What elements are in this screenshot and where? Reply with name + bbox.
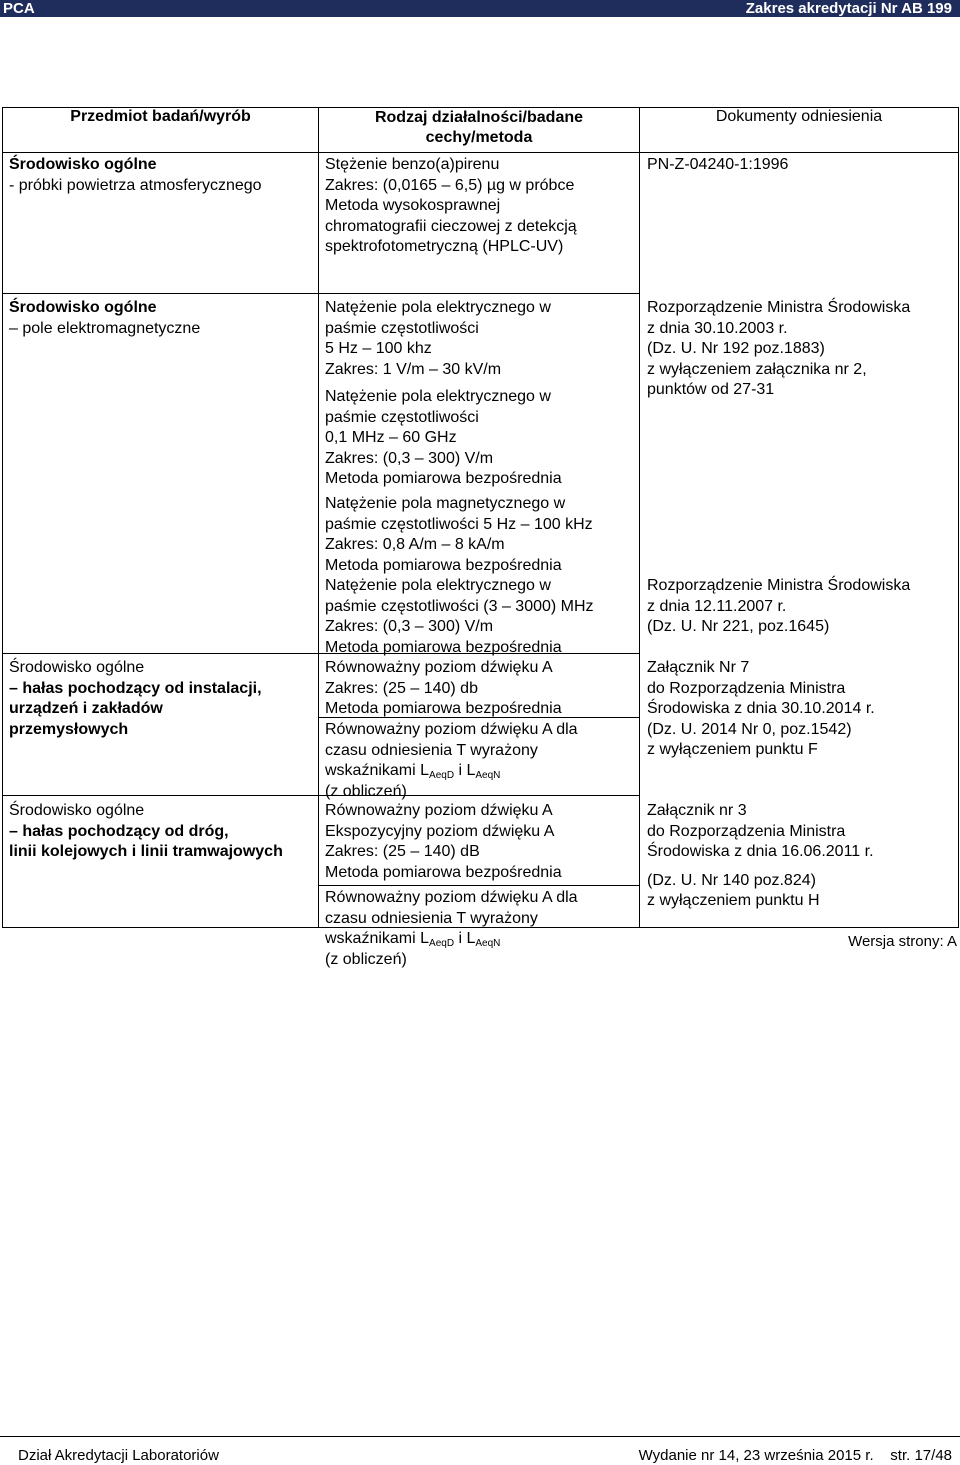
activity-line: Metoda pomiarowa bezpośrednia: [325, 556, 562, 574]
subject-air-l1: Środowisko ogólne: [9, 156, 157, 173]
activity-line: Zakres: (25 – 140) dB: [325, 843, 480, 860]
activity-line: Równoważny poziom dźwięku A: [325, 802, 553, 819]
activity-divider: [319, 653, 639, 654]
subject-em-l1: Środowisko ogólne: [9, 299, 157, 316]
subject-air: [9, 155, 262, 196]
header-right: Zakres akredytacji Nr AB 199: [745, 0, 952, 17]
subject-divider: [3, 293, 318, 294]
document-line: Załącznik nr 3: [647, 802, 747, 819]
activity-line: Natężenie pola elektrycznego w: [325, 299, 551, 316]
table-header-row: [3, 108, 959, 153]
activity-line: czasu odniesienia T wyrażony: [325, 741, 538, 759]
activity-sound-level-traffic: [325, 801, 562, 883]
activity-line: Metoda wysokosprawnej: [325, 197, 501, 214]
header-left: PCA: [3, 0, 35, 17]
header-documents: [640, 108, 959, 153]
activity-sound-level-industrial: [325, 658, 562, 720]
subject-traffic-l2: – hałas pochodzący od dróg,: [9, 822, 229, 840]
activity-line: paśmie częstotliwości: [325, 408, 479, 426]
subject-traffic-l1: Środowisko ogólne: [9, 802, 145, 819]
activity-line: Równoważny poziom dźwięku A dla: [325, 721, 578, 738]
activity-line: Równoważny poziom dźwięku A: [325, 659, 553, 676]
document-line: z wyłączeniem punktu H: [647, 892, 820, 909]
activity-text: i L: [454, 762, 476, 779]
page-header-bar: [0, 0, 960, 17]
activity-line: [325, 929, 578, 950]
activity-line: Zakres: 0,8 A/m – 8 kA/m: [325, 536, 505, 553]
document-line: Środowiska z dnia 16.06.2011 r.: [647, 843, 874, 860]
document-line: Środowiska z dnia 30.10.2014 r.: [647, 700, 875, 717]
activity-sound-indicators-traffic: [325, 888, 578, 970]
table-body-row: [3, 153, 959, 928]
document-regulation-2007: [647, 576, 910, 638]
activity-line: Metoda pomiarowa bezpośrednia: [325, 700, 562, 717]
activity-line: Równoważny poziom dźwięku A dla: [325, 889, 578, 906]
activity-line: spektrofotometryczną (HPLC-UV): [325, 238, 564, 255]
activity-line: Natężenie pola elektrycznego w: [325, 577, 551, 594]
activity-line: 5 Hz – 100 khz: [325, 340, 432, 357]
activity-magnetic-field: [325, 494, 593, 576]
subject-air-l2: - próbki powietrza atmosferycznego: [9, 176, 262, 194]
activity-electric-field-mhz: [325, 576, 594, 658]
document-line: Rozporządzenie Ministra Środowiska: [647, 299, 911, 316]
subject-industrial-l4: przemysłowych: [9, 720, 129, 738]
activity-line: chromatografii cieczowej z detekcją: [325, 217, 577, 235]
footer-left: Dział Akredytacji Laboratoriów: [18, 1447, 219, 1464]
page-footer: [0, 1436, 960, 1465]
document-line: PN-Z-04240-1:1996: [647, 156, 789, 173]
activity-text: wskaźnikami L: [325, 762, 430, 779]
document-annex-3: [647, 801, 874, 912]
header-activity-line1: Rodzaj działalności/badane: [374, 109, 584, 126]
document-line: (Dz. U. Nr 140 poz.824): [647, 871, 816, 889]
header-documents-label: Dokumenty odniesienia: [715, 108, 883, 125]
document-line: z dnia 12.11.2007 r.: [647, 597, 787, 615]
document-annex-7: [647, 658, 875, 761]
activity-line: Ekspozycyjny poziom dźwięku A: [325, 822, 555, 840]
activity-line: 0,1 MHz – 60 GHz: [325, 429, 457, 446]
document-line: (Dz. U. 2014 Nr 0, poz.1542): [647, 720, 852, 738]
activity-line: Metoda pomiarowa bezpośrednia: [325, 470, 562, 487]
activity-benzopyrene: [325, 155, 577, 258]
activity-line: Metoda pomiarowa bezpośrednia: [325, 863, 562, 881]
activity-line: paśmie częstotliwości (3 – 3000) MHz: [325, 597, 594, 615]
activity-line: Zakres: (0,3 – 300) V/m: [325, 618, 494, 635]
activity-line: Zakres: (25 – 140) db: [325, 679, 478, 697]
document-regulation-2003: [647, 298, 910, 401]
activity-divider: [319, 717, 639, 718]
activity-line: Natężenie pola elektrycznego w: [325, 388, 551, 405]
document-line: punktów od 27-31: [647, 381, 775, 398]
subject-industrial-l2: – hałas pochodzący od instalacji,: [9, 679, 262, 697]
activity-electric-field-low: [325, 298, 551, 380]
documents-column: [640, 153, 959, 928]
document-line: z wyłączeniem punktu F: [647, 741, 818, 758]
activity-subscript: AeqN: [475, 770, 501, 781]
document-line: Rozporządzenie Ministra Środowiska: [647, 577, 911, 594]
activity-line: Metoda pomiarowa bezpośrednia: [325, 638, 562, 656]
activity-line: Stężenie benzo(a)pirenu: [325, 156, 500, 173]
activity-line: [325, 761, 578, 782]
activity-subscript: AeqD: [429, 770, 455, 781]
activity-text: wskaźnikami L: [325, 930, 430, 947]
subject-traffic-noise: [9, 801, 283, 863]
subject-industrial-l3: urządzeń i zakładów: [9, 700, 163, 717]
header-subject: Przedmiot badań/wyrób: [3, 108, 319, 153]
activity-line: Zakres: (0,0165 – 6,5) µg w próbce: [325, 176, 575, 194]
document-line: Załącznik Nr 7: [647, 659, 750, 676]
document-pn: [647, 155, 788, 176]
subject-em-field: [9, 298, 200, 339]
document-line: z wyłączeniem załącznika nr 2,: [647, 360, 867, 378]
document-line: (Dz. U. Nr 192 poz.1883): [647, 340, 825, 357]
activity-line: Zakres: (0,3 – 300) V/m: [325, 449, 494, 467]
activity-line: paśmie częstotliwości 5 Hz – 100 kHz: [325, 515, 593, 533]
header-activity-line2: cechy/metoda: [425, 129, 533, 146]
document-line: (Dz. U. Nr 221, poz.1645): [647, 618, 830, 635]
document-line: do Rozporządzenia Ministra: [647, 822, 846, 840]
subject-traffic-l3: linii kolejowych i linii tramwajowych: [9, 843, 283, 860]
activity-divider: [319, 885, 639, 886]
activity-electric-field-high: [325, 387, 562, 490]
activity-divider: [319, 795, 639, 796]
page-version: Wersja strony: A: [848, 933, 957, 950]
subject-industrial-noise: [9, 658, 262, 740]
subject-em-l2: – pole elektromagnetyczne: [9, 319, 201, 337]
activity-column: [319, 153, 640, 968]
activity-text: i L: [454, 930, 476, 947]
document-line: z dnia 30.10.2003 r.: [647, 319, 788, 337]
activity-line: Natężenie pola magnetycznego w: [325, 495, 566, 512]
activity-sound-indicators-industrial: [325, 720, 578, 802]
activity-divider: [319, 293, 639, 294]
subject-column: [3, 153, 319, 928]
document-line: do Rozporządzenia Ministra: [647, 679, 846, 697]
activity-subscript: AeqD: [429, 938, 455, 949]
footer-right: Wydanie nr 14, 23 września 2015 r. str. 17/48: [638, 1447, 952, 1464]
subject-divider: [3, 653, 318, 654]
header-activity: [319, 108, 640, 153]
subject-industrial-l1: Środowisko ogólne: [9, 659, 145, 676]
activity-line: paśmie częstotliwości: [325, 319, 479, 337]
activity-subscript: AeqN: [475, 938, 501, 949]
activity-line: Zakres: 1 V/m – 30 kV/m: [325, 360, 502, 378]
activity-line: (z obliczeń): [325, 950, 407, 968]
subject-divider: [3, 795, 318, 796]
activity-line: (z obliczeń): [325, 782, 407, 800]
activity-line: czasu odniesienia T wyrażony: [325, 909, 538, 927]
